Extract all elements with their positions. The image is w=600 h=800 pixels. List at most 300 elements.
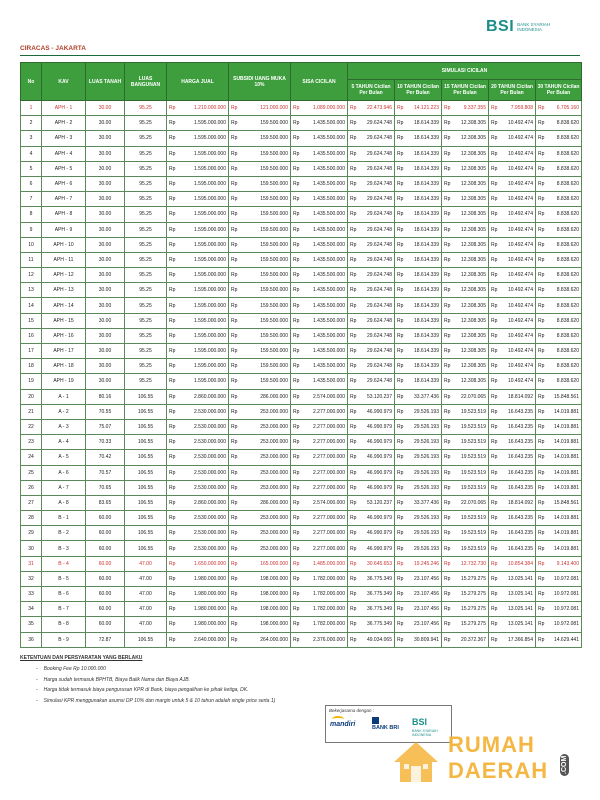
table-row — [21, 571, 582, 586]
currency-label: Rp — [491, 332, 498, 339]
cell-value: 2.376.000.000 — [313, 636, 345, 643]
cell-value: 46.990.979 — [366, 484, 392, 491]
cell-value: 29.526.193 — [413, 408, 439, 415]
currency-label: Rp — [231, 530, 238, 537]
currency-label: Rp — [491, 636, 498, 643]
currency-label: Rp — [538, 332, 545, 339]
currency-label: Rp — [169, 226, 176, 233]
currency-label: Rp — [231, 469, 238, 476]
cell-cicilan-10 — [395, 526, 442, 541]
cell-sisa-cicilan — [291, 587, 348, 602]
currency-label: Rp — [231, 378, 238, 385]
cell-sisa-cicilan — [291, 161, 348, 176]
currency-label: Rp — [491, 545, 498, 552]
currency-label: Rp — [231, 317, 238, 324]
cell-sisa-cicilan — [291, 283, 348, 298]
cell-no: 12 — [21, 268, 42, 283]
cell-luas-tanah: 30.00 — [86, 237, 125, 252]
cell-cicilan-20 — [489, 632, 536, 647]
cell-harga-jual — [167, 283, 229, 298]
cell-subsidi — [229, 617, 291, 632]
currency-label: Rp — [397, 439, 404, 446]
currency-label: Rp — [169, 332, 176, 339]
cell-cicilan-5 — [348, 252, 395, 267]
currency-label: Rp — [397, 515, 404, 522]
cell-cicilan-15 — [442, 116, 489, 131]
cell-value: 253.000.000 — [260, 530, 288, 537]
cell-value: 16.643.235 — [507, 424, 533, 431]
cell-luas-bangunan: 106.55 — [125, 419, 167, 434]
currency-label: Rp — [231, 439, 238, 446]
cell-subsidi — [229, 222, 291, 237]
watermark — [392, 732, 592, 792]
currency-label: Rp — [444, 499, 451, 506]
cell-cicilan-15 — [442, 268, 489, 283]
cell-value: 15.848.561 — [553, 499, 579, 506]
cell-value: 10.492.474 — [507, 211, 533, 218]
cell-luas-bangunan: 95.25 — [125, 298, 167, 313]
currency-label: Rp — [491, 287, 498, 294]
currency-label: Rp — [444, 317, 451, 324]
cell-sisa-cicilan — [291, 435, 348, 450]
cell-luas-tanah: 30.00 — [86, 283, 125, 298]
currency-label: Rp — [444, 560, 451, 567]
cell-value: 12.308.305 — [460, 256, 486, 263]
cell-no: 24 — [21, 450, 42, 465]
cell-subsidi — [229, 404, 291, 419]
cell-cicilan-5 — [348, 495, 395, 510]
cell-subsidi — [229, 268, 291, 283]
cell-harga-jual — [167, 192, 229, 207]
currency-label: Rp — [293, 545, 300, 552]
terms-item: - Harga tidak termasuk biaya pengurusan KPR di Bank, biaya pengalihan ke pihak ketiga, DK. — [46, 687, 275, 693]
currency-label: Rp — [444, 165, 451, 172]
currency-label: Rp — [397, 591, 404, 598]
currency-label: Rp — [397, 226, 404, 233]
currency-label: Rp — [538, 424, 545, 431]
cell-cicilan-20 — [489, 176, 536, 191]
currency-label: Rp — [231, 560, 238, 567]
cell-no: 27 — [21, 495, 42, 510]
currency-label: Rp — [538, 135, 545, 142]
cell-value: 10.492.474 — [507, 241, 533, 248]
cell-value: 1.089.000.000 — [313, 105, 345, 112]
cell-value: 14.019.881 — [553, 545, 579, 552]
currency-label: Rp — [350, 211, 357, 218]
cell-value: 8.838.620 — [556, 226, 579, 233]
currency-label: Rp — [231, 226, 238, 233]
cell-cicilan-20 — [489, 237, 536, 252]
cell-kav: APH - 12 — [42, 268, 86, 283]
currency-label: Rp — [350, 560, 357, 567]
cell-value: 1.650.000.000 — [194, 560, 226, 567]
cell-cicilan-30 — [536, 161, 582, 176]
cell-value: 1.595.000.000 — [194, 211, 226, 218]
cell-value: 18.614.339 — [413, 302, 439, 309]
currency-label: Rp — [350, 606, 357, 613]
cell-subsidi — [229, 389, 291, 404]
currency-label: Rp — [538, 591, 545, 598]
cell-subsidi — [229, 480, 291, 495]
currency-label: Rp — [538, 636, 545, 643]
cell-cicilan-10 — [395, 571, 442, 586]
cell-value: 2.277.000.000 — [313, 484, 345, 491]
currency-label: Rp — [231, 393, 238, 400]
currency-label: Rp — [169, 302, 176, 309]
cell-luas-bangunan: 95.25 — [125, 116, 167, 131]
currency-label: Rp — [169, 439, 176, 446]
cell-cicilan-30 — [536, 328, 582, 343]
cell-sisa-cicilan — [291, 465, 348, 480]
cell-cicilan-5 — [348, 450, 395, 465]
cell-subsidi — [229, 161, 291, 176]
cell-value: 18.614.339 — [413, 272, 439, 279]
currency-label: Rp — [169, 211, 176, 218]
cell-value: 1.435.500.000 — [313, 211, 345, 218]
cell-subsidi — [229, 252, 291, 267]
currency-label: Rp — [350, 317, 357, 324]
cell-kav: APH - 13 — [42, 283, 86, 298]
cell-value: 15.279.275 — [460, 606, 486, 613]
currency-label: Rp — [444, 454, 451, 461]
currency-label: Rp — [293, 454, 300, 461]
currency-label: Rp — [293, 591, 300, 598]
watermark-line1: RUMAH — [448, 732, 535, 757]
cell-harga-jual — [167, 511, 229, 526]
currency-label: Rp — [231, 241, 238, 248]
cell-value: 9.337.355 — [463, 105, 486, 112]
cell-sisa-cicilan — [291, 374, 348, 389]
cell-value: 13.025.141 — [507, 606, 533, 613]
currency-label: Rp — [293, 515, 300, 522]
table-row — [21, 404, 582, 419]
currency-label: Rp — [397, 606, 404, 613]
currency-label: Rp — [491, 120, 498, 127]
cell-cicilan-15 — [442, 617, 489, 632]
cell-cicilan-30 — [536, 252, 582, 267]
cell-luas-bangunan: 95.25 — [125, 268, 167, 283]
cell-luas-bangunan: 95.25 — [125, 283, 167, 298]
cell-value: 159.500.000 — [260, 272, 288, 279]
currency-label: Rp — [491, 348, 498, 355]
cell-value: 8.838.620 — [556, 287, 579, 294]
table-row — [21, 313, 582, 328]
col-header-20-tahun: 20 TAHUN Cicilan Per Bulan — [489, 80, 536, 101]
cell-value: 22.473.946 — [366, 105, 392, 112]
cell-value: 1.595.000.000 — [194, 241, 226, 248]
cell-cicilan-15 — [442, 101, 489, 116]
cell-kav: APH - 15 — [42, 313, 86, 328]
currency-label: Rp — [350, 439, 357, 446]
col-header-subsidi: SUBSIDI UANG MUKA 10% — [229, 63, 291, 101]
cell-value: 159.500.000 — [260, 363, 288, 370]
cell-subsidi — [229, 176, 291, 191]
cell-value: 29.624.748 — [366, 150, 392, 157]
cell-value: 159.500.000 — [260, 348, 288, 355]
cell-value: 1.595.000.000 — [194, 348, 226, 355]
table-row — [21, 298, 582, 313]
cell-cicilan-5 — [348, 480, 395, 495]
cell-luas-bangunan: 47.00 — [125, 602, 167, 617]
cell-sisa-cicilan — [291, 359, 348, 374]
cell-luas-bangunan: 47.00 — [125, 571, 167, 586]
cell-kav: APH - 19 — [42, 374, 86, 389]
cell-cicilan-30 — [536, 131, 582, 146]
cell-cicilan-20 — [489, 252, 536, 267]
currency-label: Rp — [491, 484, 498, 491]
cell-value: 2.277.000.000 — [313, 424, 345, 431]
cell-value: 159.500.000 — [260, 211, 288, 218]
cell-subsidi — [229, 556, 291, 571]
currency-label: Rp — [397, 302, 404, 309]
cell-sisa-cicilan — [291, 480, 348, 495]
cell-value: 10.492.474 — [507, 226, 533, 233]
currency-label: Rp — [491, 621, 498, 628]
cell-cicilan-30 — [536, 435, 582, 450]
cell-luas-tanah: 30.00 — [86, 101, 125, 116]
cell-value: 14.019.881 — [553, 484, 579, 491]
cell-kav: APH - 6 — [42, 176, 86, 191]
cell-sisa-cicilan — [291, 602, 348, 617]
currency-label: Rp — [538, 105, 545, 112]
currency-label: Rp — [491, 575, 498, 582]
cell-value: 29.526.193 — [413, 484, 439, 491]
currency-label: Rp — [491, 499, 498, 506]
cell-no: 10 — [21, 237, 42, 252]
currency-label: Rp — [444, 484, 451, 491]
cell-cicilan-30 — [536, 632, 582, 647]
cell-cicilan-10 — [395, 116, 442, 131]
cell-subsidi — [229, 192, 291, 207]
currency-label: Rp — [491, 272, 498, 279]
cell-value: 12.308.305 — [460, 332, 486, 339]
currency-label: Rp — [169, 363, 176, 370]
cell-value: 18.614.339 — [413, 211, 439, 218]
currency-label: Rp — [350, 545, 357, 552]
currency-label: Rp — [538, 317, 545, 324]
cell-value: 8.838.620 — [556, 332, 579, 339]
currency-label: Rp — [444, 363, 451, 370]
cell-value: 29.526.193 — [413, 515, 439, 522]
cell-value: 1.435.500.000 — [313, 317, 345, 324]
cell-harga-jual — [167, 480, 229, 495]
cell-value: 36.775.349 — [366, 621, 392, 628]
cell-no: 9 — [21, 222, 42, 237]
cell-cicilan-20 — [489, 465, 536, 480]
table-row — [21, 283, 582, 298]
cell-value: 8.838.620 — [556, 196, 579, 203]
col-header-simulasi: SIMULASI CICILAN — [348, 63, 582, 80]
cell-sisa-cicilan — [291, 495, 348, 510]
currency-label: Rp — [538, 256, 545, 263]
cell-cicilan-20 — [489, 207, 536, 222]
cell-value: 19.523.519 — [460, 530, 486, 537]
currency-label: Rp — [397, 196, 404, 203]
cell-cicilan-30 — [536, 237, 582, 252]
cell-value: 10.492.474 — [507, 302, 533, 309]
cell-value: 18.614.339 — [413, 226, 439, 233]
cell-sisa-cicilan — [291, 207, 348, 222]
cell-sisa-cicilan — [291, 404, 348, 419]
cell-cicilan-15 — [442, 237, 489, 252]
cell-no: 18 — [21, 359, 42, 374]
cell-value: 12.308.305 — [460, 272, 486, 279]
cell-harga-jual — [167, 268, 229, 283]
cell-value: 10.492.474 — [507, 378, 533, 385]
table-row — [21, 161, 582, 176]
currency-label: Rp — [444, 469, 451, 476]
currency-label: Rp — [444, 196, 451, 203]
cell-cicilan-30 — [536, 465, 582, 480]
cell-cicilan-30 — [536, 116, 582, 131]
cell-cicilan-30 — [536, 541, 582, 556]
currency-label: Rp — [293, 621, 300, 628]
cell-value: 286.000.000 — [260, 499, 288, 506]
cell-sisa-cicilan — [291, 556, 348, 571]
cell-subsidi — [229, 419, 291, 434]
cell-value: 15.279.275 — [460, 575, 486, 582]
currency-label: Rp — [397, 393, 404, 400]
cell-value: 198.000.000 — [260, 606, 288, 613]
cell-luas-bangunan: 95.25 — [125, 222, 167, 237]
cell-sisa-cicilan — [291, 328, 348, 343]
cell-value: 10.492.474 — [507, 196, 533, 203]
cell-luas-tanah: 60.00 — [86, 571, 125, 586]
currency-label: Rp — [293, 317, 300, 324]
cell-sisa-cicilan — [291, 313, 348, 328]
cell-no: 23 — [21, 435, 42, 450]
currency-label: Rp — [538, 120, 545, 127]
cell-luas-bangunan: 95.25 — [125, 328, 167, 343]
cell-harga-jual — [167, 222, 229, 237]
cell-luas-tanah: 30.00 — [86, 374, 125, 389]
cell-value: 8.838.620 — [556, 165, 579, 172]
cell-luas-tanah: 75.07 — [86, 419, 125, 434]
cell-kav: B - 6 — [42, 587, 86, 602]
cell-cicilan-5 — [348, 404, 395, 419]
cell-sisa-cicilan — [291, 419, 348, 434]
cell-value: 46.990.979 — [366, 424, 392, 431]
cell-harga-jual — [167, 116, 229, 131]
cell-kav: APH - 3 — [42, 131, 86, 146]
cell-value: 15.279.275 — [460, 621, 486, 628]
cell-cicilan-30 — [536, 283, 582, 298]
cell-value: 14.019.881 — [553, 515, 579, 522]
cell-value: 46.990.979 — [366, 408, 392, 415]
cell-cicilan-10 — [395, 146, 442, 161]
cell-cicilan-15 — [442, 602, 489, 617]
cell-cicilan-5 — [348, 237, 395, 252]
cell-value: 12.308.305 — [460, 150, 486, 157]
currency-label: Rp — [397, 484, 404, 491]
cell-cicilan-20 — [489, 222, 536, 237]
cell-cicilan-5 — [348, 313, 395, 328]
cell-luas-bangunan: 95.25 — [125, 131, 167, 146]
cell-sisa-cicilan — [291, 617, 348, 632]
cell-kav: B - 8 — [42, 617, 86, 632]
currency-label: Rp — [231, 105, 238, 112]
currency-label: Rp — [491, 165, 498, 172]
currency-label: Rp — [444, 211, 451, 218]
cell-subsidi — [229, 101, 291, 116]
bri-logo: BANK BRI — [372, 725, 399, 731]
cell-cicilan-10 — [395, 617, 442, 632]
cell-value: 159.500.000 — [260, 196, 288, 203]
cell-value: 14.121.223 — [413, 105, 439, 112]
table-row — [21, 602, 582, 617]
cell-subsidi — [229, 116, 291, 131]
cell-value: 12.308.305 — [460, 317, 486, 324]
cell-luas-bangunan: 95.25 — [125, 252, 167, 267]
cell-value: 18.614.339 — [413, 241, 439, 248]
cell-value: 9.143.400 — [556, 560, 579, 567]
cell-cicilan-20 — [489, 161, 536, 176]
cell-cicilan-20 — [489, 283, 536, 298]
cell-cicilan-5 — [348, 207, 395, 222]
currency-label: Rp — [293, 302, 300, 309]
cell-value: 121.000.000 — [260, 105, 288, 112]
table-row — [21, 541, 582, 556]
cell-value: 29.624.748 — [366, 378, 392, 385]
cell-value: 18.614.339 — [413, 165, 439, 172]
currency-label: Rp — [293, 530, 300, 537]
currency-label: Rp — [538, 545, 545, 552]
currency-label: Rp — [169, 256, 176, 263]
cell-value: 8.838.620 — [556, 256, 579, 263]
cell-no: 21 — [21, 404, 42, 419]
cell-cicilan-10 — [395, 602, 442, 617]
currency-label: Rp — [350, 454, 357, 461]
currency-label: Rp — [444, 120, 451, 127]
cell-no: 34 — [21, 602, 42, 617]
cell-cicilan-5 — [348, 222, 395, 237]
cell-luas-bangunan: 95.25 — [125, 374, 167, 389]
cell-subsidi — [229, 359, 291, 374]
cell-value: 159.500.000 — [260, 332, 288, 339]
cell-no: 20 — [21, 389, 42, 404]
currency-label: Rp — [231, 606, 238, 613]
cell-subsidi — [229, 283, 291, 298]
cell-cicilan-5 — [348, 268, 395, 283]
cell-value: 16.643.235 — [507, 469, 533, 476]
cell-value: 2.640.000.000 — [194, 636, 226, 643]
cell-sisa-cicilan — [291, 192, 348, 207]
cell-sisa-cicilan — [291, 389, 348, 404]
cell-value: 8.838.620 — [556, 135, 579, 142]
currency-label: Rp — [350, 241, 357, 248]
cell-cicilan-15 — [442, 511, 489, 526]
cell-cicilan-10 — [395, 298, 442, 313]
currency-label: Rp — [491, 211, 498, 218]
cell-harga-jual — [167, 495, 229, 510]
col-header-10-tahun: 10 TAHUN Cicilan Per Bulan — [395, 80, 442, 101]
cell-value: 2.574.000.000 — [313, 393, 345, 400]
cell-kav: APH - 14 — [42, 298, 86, 313]
currency-label: Rp — [397, 545, 404, 552]
cell-cicilan-30 — [536, 495, 582, 510]
cell-cicilan-30 — [536, 146, 582, 161]
cell-value: 18.614.339 — [413, 378, 439, 385]
cell-cicilan-30 — [536, 298, 582, 313]
watermark-suffix: .COM — [561, 755, 568, 774]
currency-label: Rp — [491, 196, 498, 203]
currency-label: Rp — [491, 256, 498, 263]
cell-value: 22.070.065 — [460, 499, 486, 506]
cell-value: 10.492.474 — [507, 363, 533, 370]
cell-subsidi — [229, 495, 291, 510]
cell-cicilan-20 — [489, 298, 536, 313]
cell-sisa-cicilan — [291, 116, 348, 131]
